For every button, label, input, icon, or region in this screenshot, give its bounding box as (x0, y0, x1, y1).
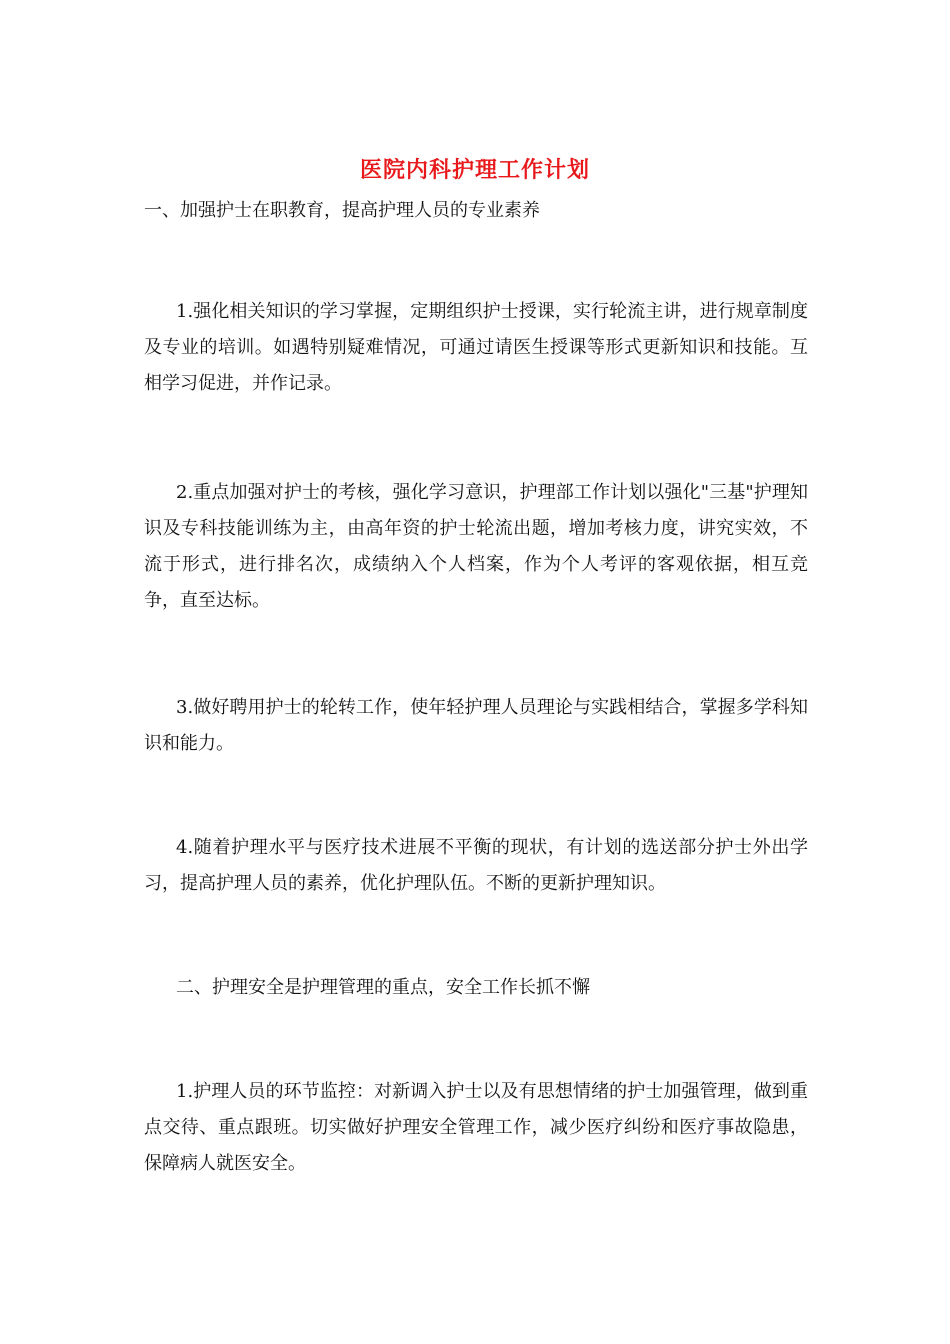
section-1-heading: 一、加强护士在职教育，提高护理人员的专业素养 (144, 200, 540, 221)
section-1-item-2: 2.重点加强对护士的考核，强化学习意识，护理部工作计划以强化"三基"护理知识及专科技能训练为主，由高年资的护士轮流出题，增加考核力度，讲究实效，不流于形式，进行排名次，成绩纳入个人档案，作为个人考评的客观依据，相互竞争，直至达标。 (144, 482, 808, 611)
section-1-item-4: 4.随着护理水平与医疗技术进展不平衡的现状，有计划的选送部分护士外出学习，提高护理人员的素养，优化护理队伍。不断的更新护理知识。 (144, 837, 808, 894)
section-2-item-1: 1.护理人员的环节监控：对新调入护士以及有思想情绪的护士加强管理，做到重点交待、重点跟班。切实做好护理安全管理工作，减少医疗纠纷和医疗事故隐患，保障病人就医安全。 (144, 1081, 808, 1174)
section-1-item-3: 3.做好聘用护士的轮转工作，使年轻护理人员理论与实践相结合，掌握多学科知识和能力。 (144, 697, 808, 754)
document-title: 医院内科护理工作计划 (359, 157, 590, 183)
section-1-item-1: 1.强化相关知识的学习掌握，定期组织护士授课，实行轮流主讲，进行规章制度及专业的培训。如遇特别疑难情况，可通过请医生授课等形式更新知识和技能。互相学习促进，并作记录。 (144, 301, 808, 394)
section-2-heading: 二、护理安全是护理管理的重点，安全工作长抓不懈 (176, 977, 590, 998)
